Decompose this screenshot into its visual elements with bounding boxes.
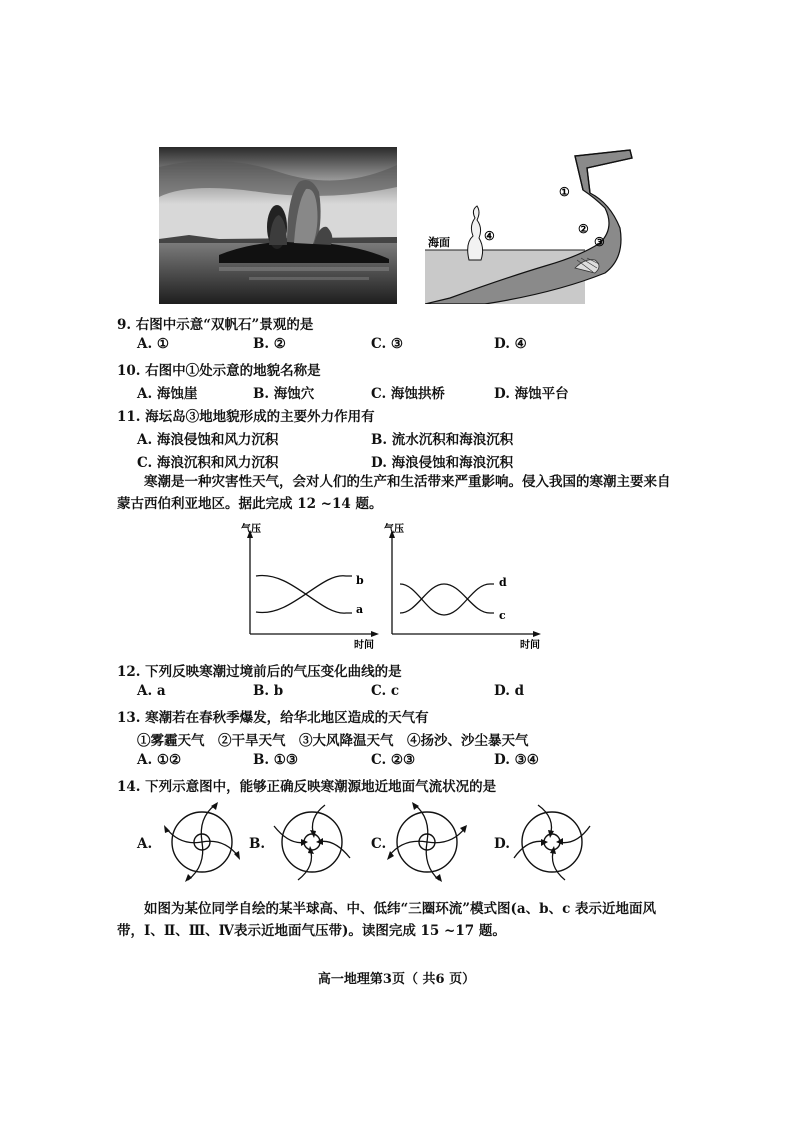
- q10-option-b[interactable]: B. 海蚀穴: [253, 386, 315, 402]
- q11-option-a[interactable]: A. 海浪侵蚀和风力沉积: [137, 432, 279, 448]
- curve-a: [256, 575, 352, 613]
- question-12-stem: 12. 下列反映寒潮过境前后的气压变化曲线的是: [117, 664, 402, 680]
- left-chart-ylabel: 气压: [241, 524, 261, 535]
- q9-option-b[interactable]: B. ②: [253, 336, 286, 352]
- marker-3: ③: [594, 235, 605, 249]
- q13-option-b[interactable]: B. ①③: [253, 752, 299, 768]
- curve-c: [400, 584, 494, 613]
- pressure-chart-left: [236, 520, 381, 650]
- marker-2: ②: [578, 222, 589, 236]
- q9-option-d[interactable]: D. ④: [494, 336, 527, 352]
- q9-option-a[interactable]: A. ①: [137, 336, 169, 352]
- question-9-stem: 9. 右图中示意“双帆石”景观的是: [117, 317, 314, 333]
- q11-option-c[interactable]: C. 海浪沉积和风力沉积: [137, 455, 279, 471]
- circulation-passage: 如图为某位同学自绘的某半球高、中、低纬“三圈环流”模式图(a、b、c 表示近地面风带，Ⅰ、Ⅱ、Ⅲ、Ⅳ表示近地面气压带)。读图完成 15 ~17 题。: [117, 901, 657, 939]
- left-curve-label-a: a: [356, 603, 364, 616]
- question-11-stem: 11. 海坛岛③地地貌形成的主要外力作用有: [117, 409, 375, 425]
- q11-option-d[interactable]: D. 海浪侵蚀和海浪沉积: [371, 455, 514, 471]
- sea-level-label: 海面: [428, 236, 450, 249]
- double-sail-rock-photo: [159, 147, 397, 304]
- cold-wave-passage: 寒潮是一种灾害性天气，会对人们的生产和生活带来严重影响。侵入我国的寒潮主要来自蒙古西伯利亚地区。据此完成 12 ~14 题。: [117, 474, 671, 512]
- q14-option-d[interactable]: D.: [494, 836, 510, 852]
- airflow-diagram-c[interactable]: [385, 800, 470, 885]
- q10-option-c[interactable]: C. 海蚀拱桥: [371, 386, 445, 402]
- q12-option-a[interactable]: A. a: [137, 683, 166, 699]
- curve-b: [256, 576, 352, 613]
- q12-option-d[interactable]: D. d: [494, 683, 525, 699]
- right-curve-label-d: d: [499, 576, 507, 589]
- page-footer: 高一地理第3页（ 共6 页）: [317, 972, 476, 987]
- q10-option-d[interactable]: D. 海蚀平台: [494, 386, 569, 402]
- right-curve-label-c: c: [499, 609, 506, 622]
- q10-option-a[interactable]: A. 海蚀崖: [137, 386, 198, 402]
- q13-option-c[interactable]: C. ②③: [371, 752, 416, 768]
- q12-option-b[interactable]: B. b: [253, 683, 284, 699]
- marker-1: ①: [559, 185, 570, 199]
- q14-option-c[interactable]: C.: [371, 836, 387, 852]
- coastal-landform-diagram: [425, 148, 635, 304]
- right-chart-ylabel: 气压: [384, 524, 404, 535]
- airflow-diagram-b[interactable]: [270, 800, 355, 885]
- q14-option-b[interactable]: B.: [249, 836, 266, 852]
- q12-option-c[interactable]: C. c: [371, 683, 400, 699]
- airflow-diagram-d[interactable]: [510, 800, 595, 885]
- question-10-stem: 10. 右图中①处示意的地貌名称是: [117, 363, 321, 379]
- marker-4: ④: [484, 229, 495, 243]
- q14-option-a[interactable]: A.: [137, 836, 153, 852]
- left-curve-label-b: b: [356, 574, 364, 587]
- pressure-chart-right: [382, 520, 547, 650]
- right-chart-xlabel: 时间: [520, 640, 540, 650]
- airflow-diagram-a[interactable]: [160, 800, 245, 885]
- question-14-stem: 14. 下列示意图中，能够正确反映寒潮源地近地面气流状况的是: [117, 779, 497, 795]
- q13-option-d[interactable]: D. ③④: [494, 752, 539, 768]
- q13-option-a[interactable]: A. ①②: [137, 752, 182, 768]
- q11-option-b[interactable]: B. 流水沉积和海浪沉积: [371, 432, 514, 448]
- question-13-stem: 13. 寒潮若在春秋季爆发，给华北地区造成的天气有: [117, 710, 429, 726]
- q9-option-c[interactable]: C. ③: [371, 336, 404, 352]
- left-chart-xlabel: 时间: [354, 640, 374, 650]
- q13-statements: ①雾霾天气 ②干旱天气 ③大风降温天气 ④扬沙、沙尘暴天气: [137, 733, 529, 749]
